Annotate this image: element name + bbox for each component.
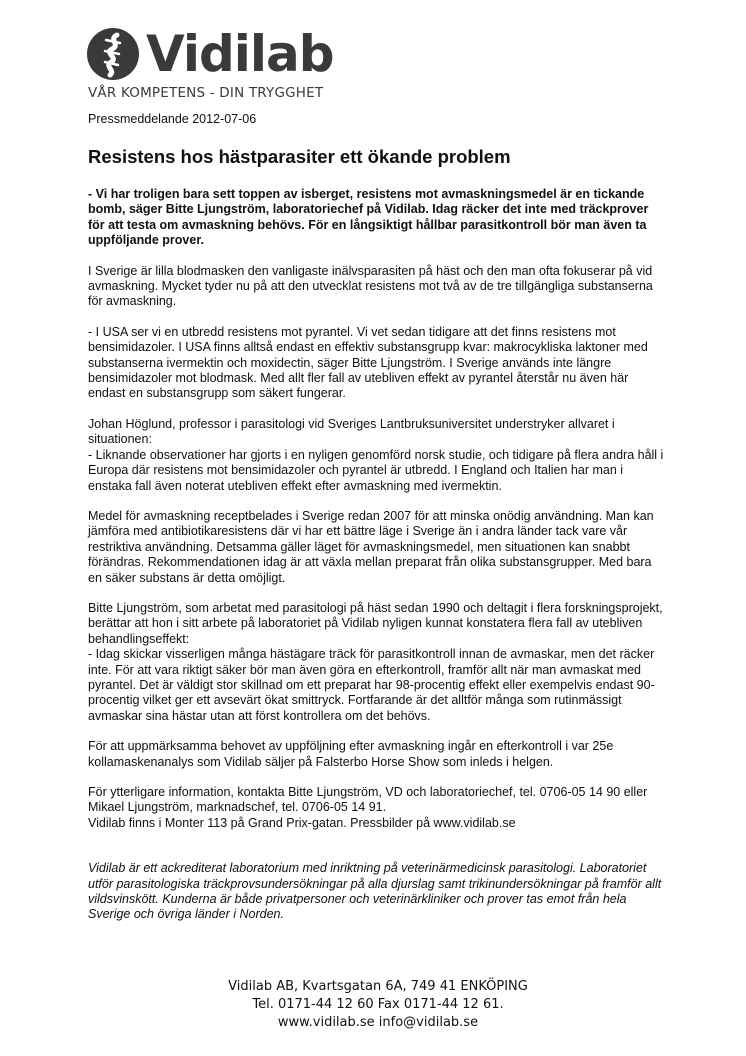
vidilab-logo — [86, 22, 334, 86]
footer-phone: Tel. 0171-44 12 60 Fax 0171-44 12 61. — [252, 997, 504, 1012]
lead-paragraph: - Vi har troligen bara sett toppen av isberget, resistens mot avmaskningsmedel är en tickande bomb, säger Bitte Ljungström, laboratoriechef på Vidilab. Idag räcker det inte med träckprover för att testa om avmaskning behövs. För en långsiktigt hållbar parasitkontroll bör man även ta uppföljande prover. — [88, 187, 649, 248]
paragraph: - I USA ser vi en utbredd resistens mot pyrantel. Vi vet sedan tidigare att det finns resistens mot bensimidazoler. I USA finns alltså endast en effektiv substansgrupp kvar: makrocykliska laktoner med substanserna ivermektin och moxidectin, säger Bitte Ljungström. I Sverige används inte längre bensimidazoler mot blodmask. Med allt fler fall av utebliven effekt av pyrantel återstår nu även här endast en substansgrupp som säkert fungerar. — [88, 324, 648, 401]
paragraph: Bitte Ljungström, som arbetat med parasitologi på häst sedan 1990 och deltagit i flera forskningsprojekt, berättar att hon i sitt arbete på laboratoriet på Vidilab nyligen kunnat konstatera flera fall av utebliven behandlingseffekt: - Idag skickar visserligen många hästägare träck för parasitkontroll innan de avmaskar, men det räcker inte. För att vara riktigt säker bör man även göra en efterkontroll, framför allt när man avmaskat med pyrantel. Det är väldigt stor skillnad om ett preparat har 98-procentig effekt eller exempelvis endast 90-procentig vilket ger ett avsevärt ökat smittryck. Fortfarande är det alltför många som rutinmässigt avmaskar sina hästar utan att först kontrollera om det behövs. — [88, 600, 663, 723]
paragraph: Medel för avmaskning receptbelades i Sverige redan 2007 för att minska onödig användning. Man kan jämföra med antibiotikaresistens där vi har ett bättre läge i Sverige än i andra länder tack vare vår restriktiva användning. Detsamma gäller läget för avmaskningsmedel, men situationen kan snabbt förändras. Rekommendationen idag är att växla mellan preparat från olika substansgrupper. Med bara en säker substans är detta omöjligt. — [88, 508, 654, 585]
article-body — [88, 187, 668, 938]
company-footer — [88, 978, 668, 1032]
paragraph: Johan Höglund, professor i parasitologi vid Sveriges Lantbruksuniversitet understryker allvaret i situationen: - Liknande observationer har gjorts i en nyligen genomförd norsk studie, och tidigare på flera andra håll i Europa där resistens mot bensimidazoler och pyrantel är utbredd. I England och Italien har man i enstaka fall även noterat utebliven effekt efter avmaskning med ivermektin. — [88, 416, 664, 493]
spine-logo-icon — [86, 27, 140, 81]
press-date: Pressmeddelande 2012-07-06 — [88, 112, 257, 126]
page-title: Resistens hos hästparasiter ett ökande problem — [88, 146, 511, 167]
footer-web: www.vidilab.se info@vidilab.se — [277, 1015, 479, 1030]
paragraph: I Sverige är lilla blodmasken den vanligaste inälvsparasiten på häst och den man ofta fokuserar på vid avmaskning. Mycket tyder nu på att den utvecklat resistens mot två av de tre tillgängliga substanserna för avmaskning. — [88, 263, 653, 309]
brand-name: Vidilab — [146, 25, 334, 83]
brand-tagline: VÅR KOMPETENS - DIN TRYGGHET — [88, 85, 324, 101]
paragraph: För att uppmärksamma behovet av uppföljning efter avmaskning ingår en efterkontroll i var 25e kollamaskenanalys som Vidilab säljer på Falsterbo Horse Show som inleds i helgen. — [88, 739, 614, 769]
contact-paragraph: För ytterligare information, kontakta Bitte Ljungström, VD och laboratoriechef, tel. 0706-05 14 90 eller Mikael Ljungström, marknadschef, tel. 0706-05 14 91. Vidilab finns i Monter 113 på Grand Prix-gatan. Pressbilder på www.vidilab.se — [88, 785, 648, 830]
about-paragraph: Vidilab är ett ackrediterat laboratorium med inriktning på veterinärmedicinsk parasitologi. Laboratoriet utför parasitologiska träckprovsundersökningar på alla djurslag samt trikinundersökningar på framför allt vildsvinskött. Kunderna är både privatpersoner och veterinärkliniker och prover tas emot från hela Sverige och övriga länder i Norden. — [88, 861, 662, 922]
footer-address: Vidilab AB, Kvartsgatan 6A, 749 41 ENKÖPING — [228, 979, 528, 994]
